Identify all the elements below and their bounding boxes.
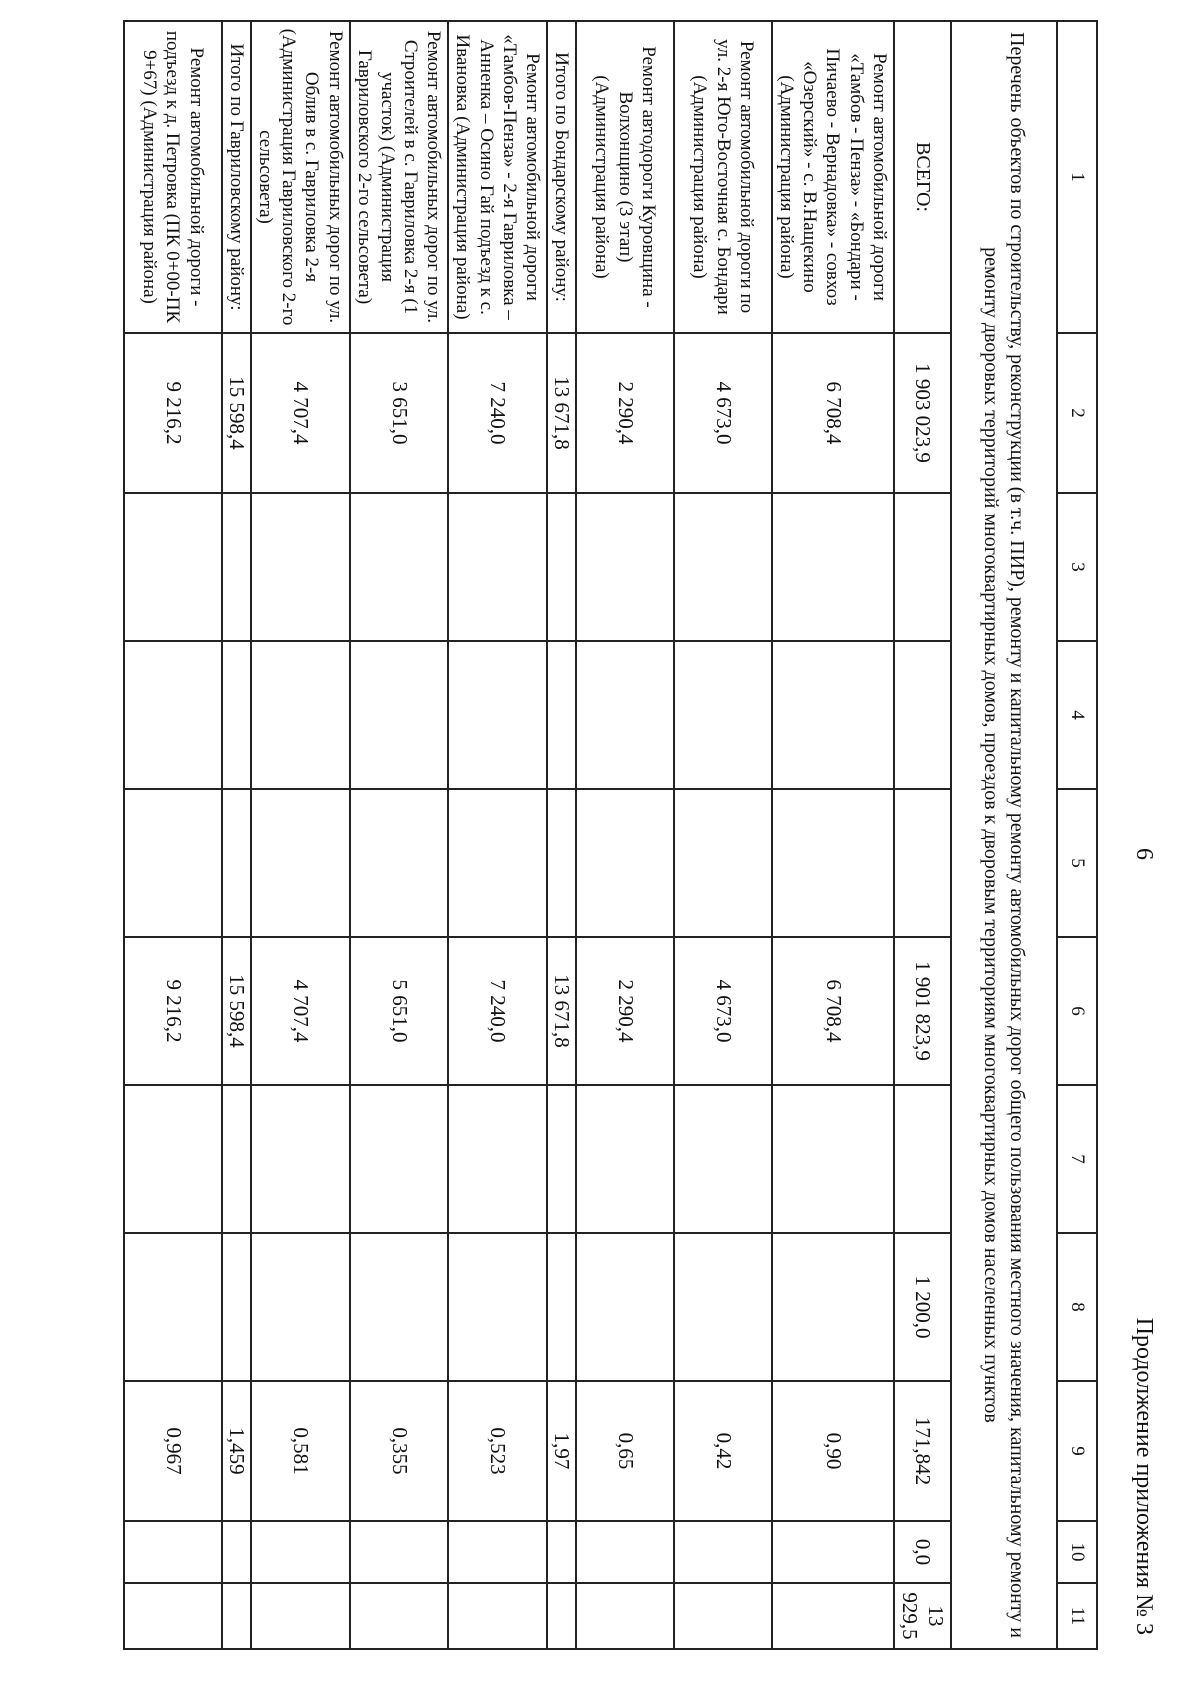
col-num: 8 <box>1057 1233 1097 1381</box>
section-title: Перечень объектов по строительству, реконструкции (в т.ч. ПИР), ремонту и капитальному ремонту автомобильных дорог общего пользования местного значения, капитальному ремонту и ремонту дворовых территорий многоквартирных домов, проездов к дворовым территориям многоквартирных домов населенных пунктов <box>951 21 1057 1649</box>
cell-c3 <box>894 493 951 641</box>
object-name: Ремонт автомобильных дорог по ул. Строителей в с. Гавриловка 2-я (1 участок) (Администрация Гавриловского 2-го сельсовета) <box>350 21 449 333</box>
col-num: 2 <box>1057 333 1097 493</box>
object-name: Ремонт автомобильной дороги «Тамбов-Пенза» - 2-я Гавриловка – Анненка – Осино Гай подъезд к с. Ивановка (Администрация района) <box>448 21 547 333</box>
cell-c2: 15 598,4 <box>222 333 251 493</box>
cell-c2: 6 708,4 <box>772 333 894 493</box>
col-num: 11 <box>1057 1583 1097 1649</box>
object-name: Ремонт автомобильной дороги по ул. 2-я Юго-Восточная с. Бондари (Администрация района) <box>674 21 772 333</box>
continuation-note: Продолжение приложения № 3 <box>1131 1317 1157 1635</box>
cell-c6: 5 651,0 <box>350 937 449 1085</box>
cell-c4 <box>894 641 951 789</box>
subtotal-row <box>547 21 576 1649</box>
table-row <box>251 21 350 1649</box>
cell-c9: 0,581 <box>251 1381 350 1521</box>
object-name: Ремонт автомобильной дороги - подъезд к д. Петровка (ПК 0+00-ПК 9+67) (Администрация района) <box>124 21 222 333</box>
section-title-row <box>951 21 1057 1649</box>
table-row <box>448 21 547 1649</box>
cell-c9: 0,967 <box>124 1381 222 1521</box>
cell-c6: 6 708,4 <box>772 937 894 1085</box>
cell-c9: 0,90 <box>772 1381 894 1521</box>
subtotal-row <box>222 21 251 1649</box>
table-row <box>674 21 772 1649</box>
page-number: 6 <box>1131 848 1157 860</box>
cell-c2: 4 673,0 <box>674 333 772 493</box>
table-row <box>124 21 222 1649</box>
cell-c2: 2 290,4 <box>576 333 674 493</box>
col-num: 7 <box>1057 1085 1097 1233</box>
cell-c6: 1 901 823,9 <box>894 937 951 1085</box>
cell-c9: 0,523 <box>448 1381 547 1521</box>
col-num: 4 <box>1057 641 1097 789</box>
cell-c6: 7 240,0 <box>448 937 547 1085</box>
cell-c6: 2 290,4 <box>576 937 674 1085</box>
cell-c9: 0,355 <box>350 1381 449 1521</box>
cell-c6: 4 707,4 <box>251 937 350 1085</box>
cell-c8: 1 200,0 <box>894 1233 951 1381</box>
object-name: Ремонт автомобильной дороги «Тамбов - Пенза» - «Бондари - Пичаево - Вернадовка» - совхоз «Озерский» - с. В.Нащекино (Администрация района) <box>772 21 894 333</box>
col-num: 3 <box>1057 493 1097 641</box>
col-num: 6 <box>1057 937 1097 1085</box>
cell-c9: 1,97 <box>547 1381 576 1521</box>
cell-c5 <box>894 789 951 937</box>
cell-c7 <box>894 1085 951 1233</box>
cell-c10: 0,0 <box>894 1521 951 1583</box>
cell-c2: 9 216,2 <box>124 333 222 493</box>
cell-c6: 9 216,2 <box>124 937 222 1085</box>
cell-c9: 1,459 <box>222 1381 251 1521</box>
cell-c6: 15 598,4 <box>222 937 251 1085</box>
grand-total-row <box>894 21 951 1649</box>
total-label: ВСЕГО: <box>894 21 951 333</box>
subtotal-label: Итого по Бондарскому району: <box>547 21 576 333</box>
col-num: 9 <box>1057 1381 1097 1521</box>
object-name: Ремонт автомобильных дорог по ул. Облив в с. Гавриловка 2-я (Администрация Гавриловского 2-го сельсовета) <box>251 21 350 333</box>
col-num: 1 <box>1057 21 1097 333</box>
cell-c2: 13 671,8 <box>547 333 576 493</box>
cell-c2: 4 707,4 <box>251 333 350 493</box>
subtotal-label: Итого по Гавриловскому району: <box>222 21 251 333</box>
cell-c11: 13 929,5 <box>894 1583 951 1649</box>
cell-c2: 3 651,0 <box>350 333 449 493</box>
col-num: 5 <box>1057 789 1097 937</box>
cell-c6: 4 673,0 <box>674 937 772 1085</box>
cell-c2: 1 903 023,9 <box>894 333 951 493</box>
table-row <box>576 21 674 1649</box>
table-row <box>772 21 894 1649</box>
cell-c2: 7 240,0 <box>448 333 547 493</box>
cell-c6: 13 671,8 <box>547 937 576 1085</box>
objects-table <box>123 20 1098 1650</box>
object-name: Ремонт автодороги Куровщина - Волхонщино (3 этап) (Администрация района) <box>576 21 674 333</box>
table-row <box>350 21 449 1649</box>
cell-c9: 0,42 <box>674 1381 772 1521</box>
column-number-row <box>1057 21 1097 1649</box>
cell-c9: 171,842 <box>894 1381 951 1521</box>
cell-c9: 0,65 <box>576 1381 674 1521</box>
col-num: 10 <box>1057 1521 1097 1583</box>
